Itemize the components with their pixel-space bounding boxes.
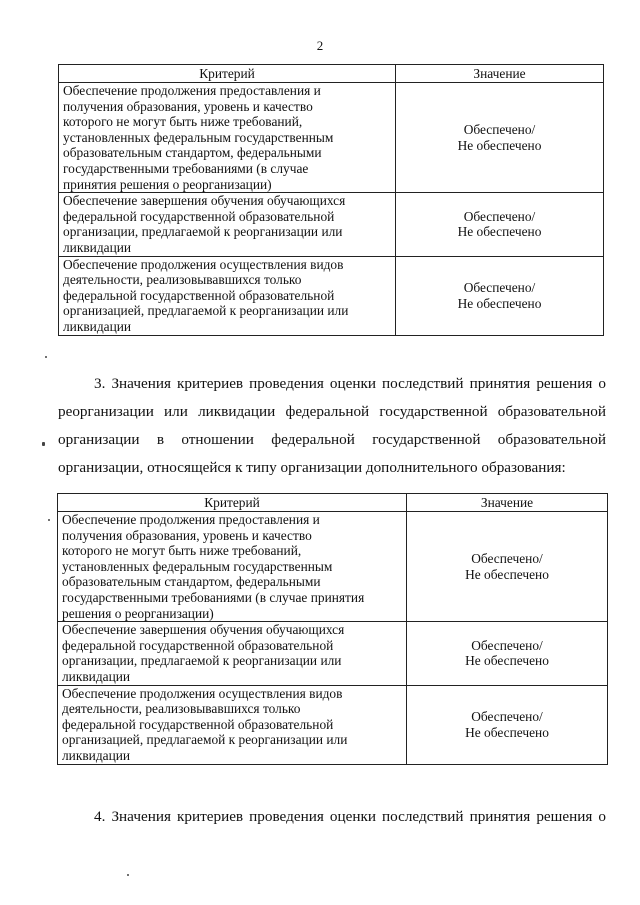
criterion-line: Обеспечение продолжения предоставления и: [63, 83, 321, 98]
criterion-line: организацией, предлагаемой к реорганизации или: [62, 732, 348, 748]
paragraph-line: 4. Значения критериев проведения оценки последствий принятия решения о: [94, 808, 606, 825]
criterion-cell: [59, 256, 396, 335]
value-line: Не обеспечено: [465, 653, 549, 669]
paragraph-4: [58, 803, 606, 831]
value-line: Обеспечено/: [463, 121, 536, 137]
criterion-line: федеральной государственной образовательной: [62, 637, 334, 653]
criterion-line: деятельности, реализовывавшихся только: [62, 701, 301, 717]
value-line: Не обеспечено: [457, 295, 542, 311]
table-row: [59, 83, 604, 193]
criterion-line: получения образования, уровень и качество: [63, 98, 313, 114]
value-line: Обеспечено/: [471, 637, 543, 653]
criterion-line: которого не могут быть ниже требований,: [63, 114, 303, 130]
criterion-line: организации, предлагаемой к реорганизации или: [62, 653, 342, 669]
criterion-line: решения о реорганизации): [62, 605, 214, 621]
scan-speck: [48, 519, 50, 521]
criterion-line: Обеспечение продолжения осуществления видов: [63, 256, 344, 272]
criterion-line: Обеспечение продолжения осуществления видов: [62, 685, 343, 701]
value-cell: [396, 193, 604, 256]
criterion-line: Обеспечение завершения обучения обучающихся: [62, 622, 345, 638]
header-value: Значение: [396, 65, 604, 83]
table-row: [58, 512, 608, 622]
paragraph-line: организации, относящейся к типу организации дополнительного образования:: [58, 459, 566, 476]
criterion-line: ликвидации: [63, 239, 132, 255]
value-line: Обеспечено/: [471, 708, 543, 724]
value-cell: [396, 83, 604, 193]
criterion-line: Обеспечение продолжения предоставления и: [62, 512, 320, 527]
paragraph-line: 3. Значения критериев проведения оценки последствий принятия решения о: [94, 375, 606, 392]
value-cell: [407, 685, 608, 764]
criterion-line: образовательным стандартом, федеральными: [63, 145, 322, 161]
value-line: Обеспечено/: [471, 550, 543, 566]
scan-speck: [45, 356, 47, 358]
criterion-cell: [58, 622, 407, 685]
criterion-line: установленных федеральным государственным: [62, 558, 333, 574]
scan-speck: [42, 442, 45, 446]
criterion-line: организацией, предлагаемой к реорганизации или: [63, 303, 349, 319]
criterion-line: федеральной государственной образовательной: [63, 208, 335, 224]
criterion-line: установленных федеральным государственным: [63, 129, 334, 145]
table-row: [59, 193, 604, 256]
criteria-table-2: [57, 493, 608, 765]
criterion-cell: [59, 193, 396, 256]
criterion-line: ликвидации: [63, 318, 132, 334]
page-number: 2: [316, 38, 324, 53]
table-header-row: [58, 494, 608, 512]
criteria-table-1: [58, 64, 604, 336]
paragraph-line: реорганизации или ликвидации федеральной государственной образовательной: [58, 403, 606, 420]
header-criterion: Критерий: [59, 65, 396, 83]
criterion-line: получения образования, уровень и качество: [62, 527, 312, 543]
table-header-row: [59, 65, 604, 83]
criterion-line: ликвидации: [62, 747, 131, 763]
value-cell: [396, 256, 604, 335]
scan-speck: [127, 874, 129, 876]
value-line: Не обеспечено: [457, 137, 542, 153]
criterion-line: образовательным стандартом, федеральными: [62, 574, 321, 590]
value-cell: [407, 622, 608, 685]
criterion-line: ликвидации: [62, 668, 131, 684]
paragraph-3: [58, 370, 606, 482]
criterion-line: федеральной государственной образовательной: [63, 287, 335, 303]
criterion-line: которого не могут быть ниже требований,: [62, 543, 302, 559]
header-criterion: Критерий: [58, 494, 407, 512]
criterion-line: деятельности, реализовывавшихся только: [63, 272, 302, 288]
paragraph-line: организации в отношении федеральной государственной образовательной: [58, 431, 606, 448]
value-line: Не обеспечено: [465, 566, 549, 582]
table-row: [58, 622, 608, 685]
criterion-cell: [58, 685, 407, 764]
criterion-line: принятия решения о реорганизации): [63, 176, 272, 192]
criterion-line: организации, предлагаемой к реорганизации или: [63, 224, 343, 240]
criterion-line: федеральной государственной образовательной: [62, 716, 334, 732]
criterion-line: государственными требованиями (в случае принятия: [62, 589, 365, 605]
value-line: Обеспечено/: [463, 279, 536, 295]
value-line: Не обеспечено: [465, 724, 549, 740]
criterion-line: Обеспечение завершения обучения обучающихся: [63, 193, 346, 209]
value-line: Не обеспечено: [457, 224, 542, 240]
value-cell: [407, 512, 608, 622]
header-value: Значение: [407, 494, 608, 512]
criterion-cell: [58, 512, 407, 622]
table-row: [58, 685, 608, 764]
table-row: [59, 256, 604, 335]
criterion-cell: [59, 83, 396, 193]
criterion-line: государственными требованиями (в случае: [63, 160, 309, 176]
value-line: Обеспечено/: [463, 208, 536, 224]
